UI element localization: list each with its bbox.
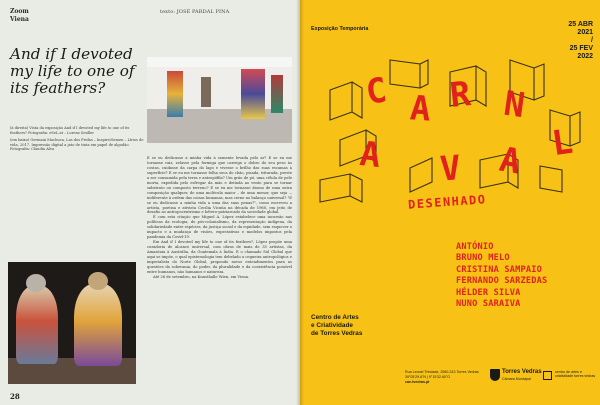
venue-line: Centro de Artes xyxy=(311,314,359,321)
carnaval-letter: C xyxy=(363,70,390,113)
section-tag xyxy=(10,8,29,24)
address-coordinates: 39°05'29.6"N | 9°15'32.60"O xyxy=(405,374,451,379)
author-credit: texto: JOSÉ PARDAL PINA xyxy=(160,9,230,15)
artist-name: FERNANDO SARZEDAS xyxy=(456,276,548,287)
desenhado-title: DESENHADO xyxy=(407,192,487,212)
carnaval-letter: A xyxy=(408,88,432,130)
exhibition-view-photo xyxy=(147,57,292,143)
logo-ca-name: centro de artes e criatividade torres vedras xyxy=(555,370,596,379)
venue-name xyxy=(311,314,421,338)
venue-line: e Criatividade xyxy=(311,322,353,329)
section-tag-line-1: Zoom xyxy=(10,8,29,15)
artist-name: ANTÓNIO xyxy=(456,242,494,252)
body-paragraph: E se eu dedicasse a minha vida à semente levada pelo ar? E se eu me tornasse raiz, zelasse pela formiga que carrega o dobro do seu peso às costas, cuidasse da carpa do lago e vivesse o brilho das suas escamas à superfície? E se eu me tornasse folha seca do chão, pisada, triturada, preste a ser consumida pela terra e antropófila? Um grão de pó, uma célula de pele morta, expedida pelo esfregar da mão e deitada ao vento para se tornar substrato ou composto terreno? E se eu me tornasse átomo de uma outra composição qualquer, de uma molécula maior – de uma menor, que seja –, indiferente à ordem das coisas humanas, mas cerne no balanço universal? "E se eu dedicasse a minha vida a uma das suas penas?", como escreveu a artista, poetisa e ativista Cecilia Vicuña na década de 1960, em jeito de desafio ao antropocentrismo e hétero-patriarcado da sociedade global. xyxy=(147,156,292,215)
body-paragraph: É com esta citação que Miguel A. López estabelece uma incursão nas políticas da ecologia, do pós-colonialismo, da representação indígena, da solidariedade entre espécies, da justiça social e da equidade, sem esquecer o impacto e a mudança de visões, expectativas e modelos impostos pela pandemia da Covid-19. xyxy=(147,215,292,240)
date-line: 25 FEV xyxy=(569,45,593,52)
carnaval-letter: V xyxy=(438,148,462,190)
exhibition-type: Exposição Temporária xyxy=(311,26,369,32)
article-body xyxy=(147,156,292,280)
section-tag-line-2: Viena xyxy=(10,16,29,23)
carnaval-letter: A xyxy=(496,139,524,183)
date-line: / xyxy=(591,37,593,44)
right-page-advert xyxy=(300,0,600,405)
date-line: 25 ABR xyxy=(568,21,593,28)
centro-artes-logo xyxy=(543,370,595,392)
page-number: 28 xyxy=(10,392,20,401)
artist-name: CRISTINA SAMPAIO xyxy=(456,264,542,275)
carnaval-letter: N xyxy=(501,83,528,127)
square-mark-icon xyxy=(543,371,552,380)
artist-list xyxy=(456,242,547,310)
torres-vedras-logo xyxy=(490,369,542,391)
carnaval-letter: L xyxy=(549,121,576,165)
logo-tv-subtitle: Câmara Municipal xyxy=(502,377,531,381)
caption-below: (em baixo) Germain Machuca, Las dos Fridas – Inspire/Semen – Lírios de vida, 2017. Impressão digital a jato de tinta em papel de algodão. Fotografia: Claudia Alva xyxy=(10,138,144,152)
logo-tv-name: Torres Vedras xyxy=(502,369,542,375)
venue-address xyxy=(405,370,485,384)
article-headline: And if I devoted my life to one of its feathers? xyxy=(10,45,135,97)
address-street: Rua Leonel Trindade, 2560-313 Torres Vedras xyxy=(405,370,479,374)
carnaval-letter: R xyxy=(447,74,473,116)
website-link[interactable]: cae-tvedras.pt xyxy=(405,379,430,384)
carnaval-letter: A xyxy=(357,134,383,176)
venue-line: de Torres Vedras xyxy=(311,330,363,337)
performers-photo xyxy=(8,262,136,384)
body-paragraph: Em And if I devoted my life to one of its feathers?, López propõe uma curadoria de alcance universal, com obras de mais de 35 artistas, da Amazónia à Austrália, da Guatemala à Índia. E o chamado Sul Global que aqui se impõe, o qual epistemologia tem debelado a cegueira antropológica e imperialista do Norte Global, propondo novos entendimentos para as questões da soberania, do poder, da pluralidade e da coexistência possível entre humanos, não humanos e natureza. xyxy=(147,240,292,274)
date-line: 2021 xyxy=(577,29,593,36)
body-paragraph: Até 26 de setembro, na Kunsthalle Wien, em Viena. xyxy=(153,274,250,279)
carnaval-lettering-art xyxy=(300,50,600,240)
artist-name: BRUNO MELO xyxy=(456,253,510,264)
date-line: 2022 xyxy=(577,53,593,60)
caption-right: (à direita) Vista da exposição And if I devoted my life to one of its feathers? Fotografia: eSeL.at – Lorenz Seidler xyxy=(10,126,130,135)
photo-captions xyxy=(10,126,144,155)
artist-name: HÉLDER SILVA xyxy=(456,287,521,298)
artist-name: NUNO SARAIVA xyxy=(456,299,521,310)
municipal-crest-icon xyxy=(490,369,500,381)
